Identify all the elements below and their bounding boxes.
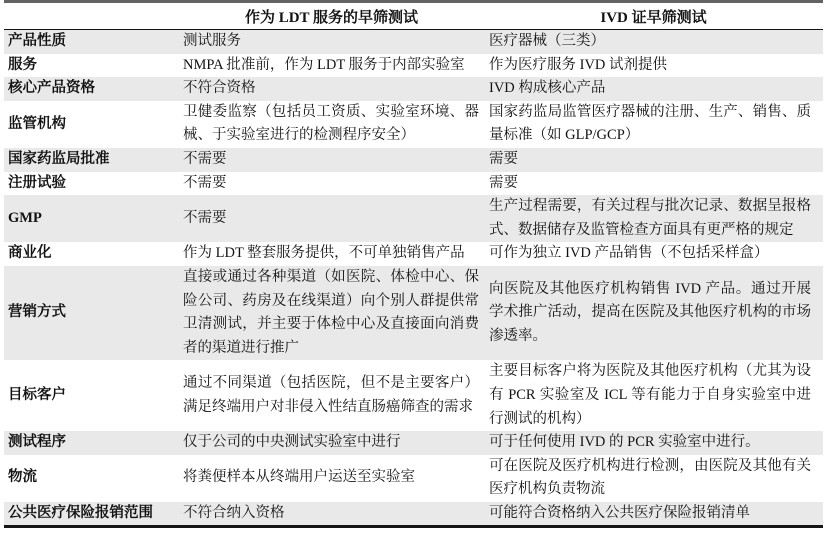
row-label: 监管机构 [8,115,66,132]
row-label: 核心产品资格 [8,80,95,97]
ivd-cell: 需要 [489,150,518,167]
ldt-cell: 卫健委监察（包括员工资质、实验室环境、器械、于实验室进行的检测程序安全） [183,103,479,144]
table-body [4,30,823,525]
table-row-marketing-method [4,266,823,360]
column-header-ldt: 作为 LDT 服务的早筛测试 [244,9,419,26]
ldt-cell: 不需要 [183,209,227,226]
row-label: 公共医疗保险报销范围 [8,504,153,521]
ivd-cell: 医疗器械（三类） [489,33,605,49]
table-row-gmp [4,195,823,242]
ivd-cell: 需要 [489,174,518,191]
row-label: 营销方式 [8,304,66,321]
table-row-registration-trial [4,172,823,196]
ldt-cell: 不符合资格 [183,80,256,97]
ivd-cell: 可能符合资格纳入公共医疗保险报销清单 [489,504,750,521]
table-bottom-rule [4,525,823,528]
ivd-cell: 生产过程需要，有关过程与批次记录、数据呈报格式、数据储存及监管检查方面具有更严格的规定 [489,198,811,238]
ldt-cell: 将粪便样本从终端用户运送至实验室 [183,469,415,486]
row-label: 产品性质 [8,33,66,49]
row-label: 物流 [8,469,37,486]
table-row-public-insurance-reimbursement [4,502,823,526]
row-label: 国家药监局批准 [8,150,110,167]
row-label: 商业化 [8,245,52,262]
table-header-row [4,3,823,30]
ivd-cell: 可在医院及医疗机构进行检测，由医院及其他有关医疗机构负责物流 [489,457,811,498]
row-label: 注册试验 [8,174,66,191]
ivd-cell: 向医院及其他医疗机构销售 IVD 产品。通过开展学术推广活动，提高在医院及其他医疗机构的市场渗透率。 [489,280,811,344]
row-label: GMP [8,209,42,226]
ldt-cell: 直接或通过各种渠道（如医院、体检中心、保险公司、药房及在线渠道）向个别人群提供常卫清测试，并主要于体检中心及直接面向消费者的渠道进行推广 [183,268,479,356]
ldt-cell: 不需要 [183,174,227,191]
row-label: 服务 [8,56,37,73]
table-row-testing-procedure [4,431,823,455]
table-row-nmpa-approval [4,148,823,172]
comparison-table [4,0,823,528]
ivd-cell: IVD 构成核心产品 [489,80,606,97]
table-row-service [4,54,823,78]
table-row-product-nature [4,30,823,54]
table-row-logistics [4,455,823,502]
table-row-regulator [4,101,823,148]
ivd-cell: 主要目标客户将为医院及其他医疗机构（尤其为设有 PCR 实验室及 ICL 等有能力于自身实验室中进行测试的机构） [489,363,811,427]
row-label: 目标客户 [8,386,66,403]
ldt-cell: NMPA 批准前，作为 LDT 服务于内部实验室 [183,56,465,73]
row-label: 测试程序 [8,434,66,451]
ldt-cell: 仅于公司的中央测试实验室中进行 [183,434,401,451]
ldt-cell: 测试服务 [183,33,241,49]
ldt-cell: 不需要 [183,150,227,167]
ivd-cell: 国家药监局监管医疗器械的注册、生产、销售、质量标准（如 GLP/GCP） [489,103,811,144]
ivd-cell: 可于任何使用 IVD 的 PCR 实验室中进行。 [489,434,760,451]
column-header-ivd: IVD 证早筛测试 [600,9,707,26]
ivd-cell: 可作为独立 IVD 产品销售（不包括采样盒） [489,245,769,262]
ldt-cell: 通过不同渠道（包括医院，但不是主要客户）满足终端用户对非侵入性结直肠癌筛查的需求 [183,375,479,415]
ivd-cell: 作为医疗服务 IVD 试剂提供 [489,56,668,73]
table-row-core-product-qualification [4,77,823,101]
ldt-cell: 不符合纳入资格 [183,504,285,521]
table-row-commercialization [4,242,823,266]
ldt-cell: 作为 LDT 整套服务提供，不可单独销售产品 [183,245,465,262]
table-row-target-customers [4,360,823,431]
